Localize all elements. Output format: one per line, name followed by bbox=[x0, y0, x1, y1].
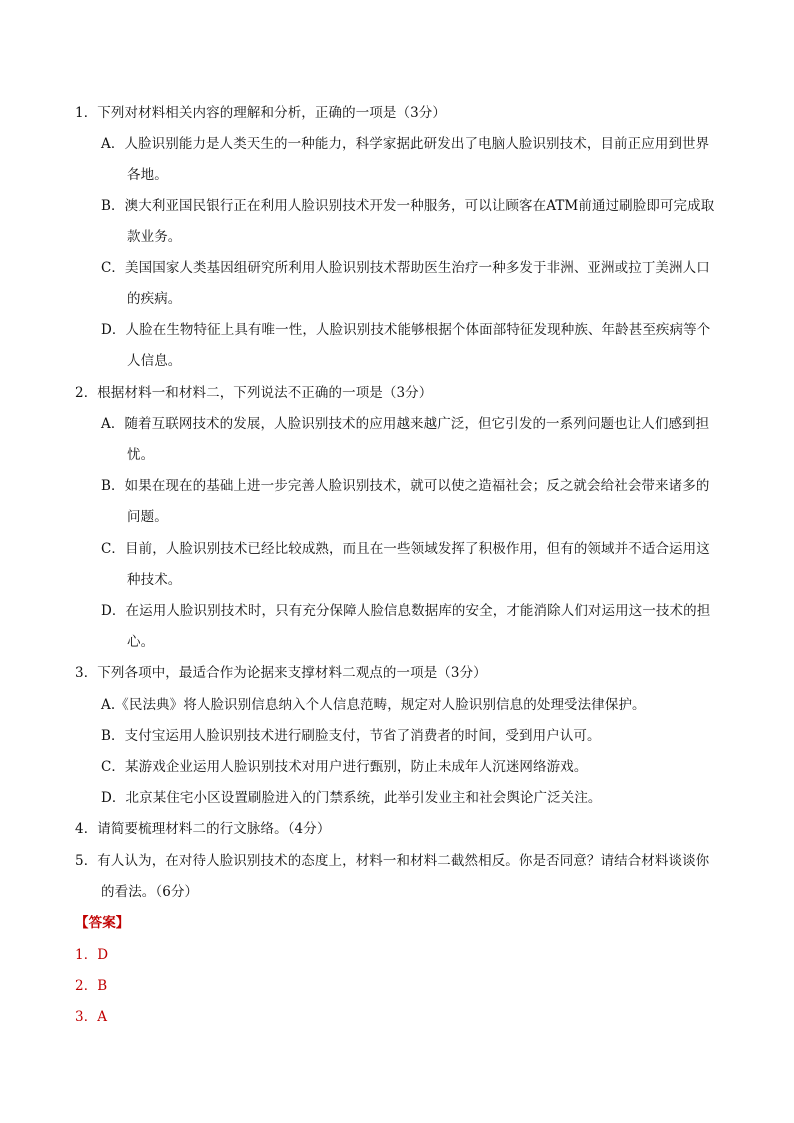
question-5-stem-cont: 的看法。（6分） bbox=[101, 884, 199, 900]
question-4-stem: 4．请简要梳理材料二的行文脉络。（4分） bbox=[75, 821, 331, 837]
q3-option-c: C．某游戏企业运用人脸识别技术对用户进行甄别，防止未成年人沉迷网络游戏。 bbox=[101, 759, 588, 775]
q3-option-b: B．支付宝运用人脸识别技术进行刷脸支付，节省了消费者的时间，受到用户认可。 bbox=[101, 728, 601, 744]
q2-option-a-line2: 忧。 bbox=[127, 447, 155, 463]
q2-option-d-line1: D．在运用人脸识别技术时，只有充分保障人脸信息数据库的安全，才能消除人们对运用这一技术的担 bbox=[101, 603, 711, 619]
answer-heading: 【答案】 bbox=[75, 915, 130, 931]
q3-option-a: A.《民法典》将人脸识别信息纳入个人信息范畴，规定对人脸识别信息的处理受法律保护。 bbox=[101, 697, 646, 713]
answer-3: 3．A bbox=[75, 1009, 108, 1025]
q2-option-b-line1: B．如果在现在的基础上进一步完善人脸识别技术，就可以使之造福社会；反之就会给社会带来诸多的 bbox=[101, 478, 710, 494]
q3-option-d: D．北京某住宅小区设置刷脸进入的门禁系统，此举引发业主和社会舆论广泛关注。 bbox=[101, 790, 602, 806]
question-2-stem: 2．根据材料一和材料二，下列说法不正确的一项是（3分） bbox=[75, 385, 433, 401]
q2-option-a-line1: A．随着互联网技术的发展，人脸识别技术的应用越来越广泛，但它引发的一系列问题也让人们感到担 bbox=[101, 416, 710, 432]
q2-option-c-line2: 种技术。 bbox=[127, 572, 182, 588]
answer-1: 1．D bbox=[75, 947, 109, 963]
question-3-stem: 3．下列各项中，最适合作为论据来支撑材料二观点的一项是（3分） bbox=[75, 665, 487, 681]
q1-option-b-line1: B．澳大利亚国民银行正在利用人脸识别技术开发一种服务，可以让顾客在ATM前通过刷脸即可完成取 bbox=[101, 198, 715, 214]
q1-option-b-line2: 款业务。 bbox=[127, 229, 182, 245]
q1-option-c-line2: 的疾病。 bbox=[127, 291, 182, 307]
q1-option-a-line1: A．人脸识别能力是人类天生的一种能力，科学家据此研发出了电脑人脸识别技术，目前正应用到世界 bbox=[101, 136, 710, 152]
answer-2: 2．B bbox=[75, 978, 108, 994]
q2-option-b-line2: 问题。 bbox=[127, 509, 168, 525]
question-1-stem: 1．下列对材料相关内容的理解和分析，正确的一项是（3分） bbox=[75, 105, 446, 121]
q1-option-a-line2: 各地。 bbox=[127, 167, 168, 183]
q1-option-d-line1: D．人脸在生物特征上具有唯一性，人脸识别技术能够根据个体面部特征发现种族、年龄甚至疾病等个 bbox=[101, 322, 711, 338]
question-5-stem: 5．有人认为，在对待人脸识别技术的态度上，材料一和材料二截然相反。你是否同意？请结合材料谈谈你 bbox=[75, 853, 710, 869]
q1-option-c-line1: C．美国国家人类基因组研究所利用人脸识别技术帮助医生治疗一种多发于非洲、亚洲或拉丁美洲人口 bbox=[101, 260, 710, 276]
q2-option-c-line1: C．目前，人脸识别技术已经比较成熟，而且在一些领域发挥了积极作用，但有的领域并不适合运用这 bbox=[101, 541, 710, 557]
q1-option-d-line2: 人信息。 bbox=[127, 353, 182, 369]
q2-option-d-line2: 心。 bbox=[127, 634, 155, 650]
